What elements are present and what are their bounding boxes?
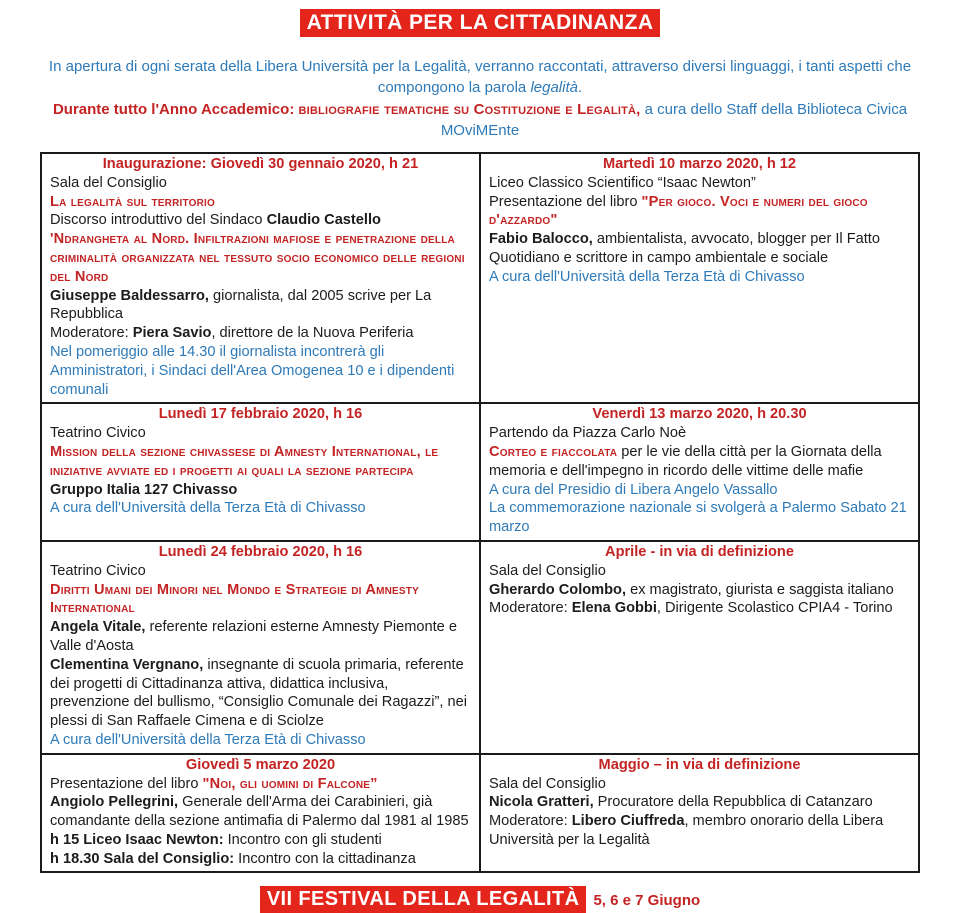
- event-cell: [480, 541, 919, 754]
- text-segment: Aprile - in via di definizione: [605, 543, 794, 560]
- footer: [0, 886, 960, 913]
- event-line: [50, 424, 471, 443]
- festival-dates: 5, 6 e 7 Giugno: [593, 892, 701, 910]
- table-row: [41, 754, 919, 873]
- text-segment: h 18.30 Sala del Consiglio:: [50, 850, 235, 867]
- event-line: [50, 618, 471, 656]
- text-segment: insegnante di scuola primaria, referente dei progetti di Cittadinanza attiva, didattica inclusiva, prevenzione del bullismo, “Consiglio Comunale dei Ragazzi”, nei plessi di San Raffaele Cimena e di Sciolze: [50, 656, 467, 730]
- text-segment: Sala del Consiglio: [489, 775, 606, 792]
- event-cell: [41, 153, 480, 403]
- page-title: ATTIVITÀ PER LA CITTADINANZA: [300, 9, 661, 37]
- event-date-heading: [489, 756, 910, 775]
- text-segment: ambientalista, avvocato, blogger per Il Fatto Quotidiano e scrittore in campo ambientale e sociale: [489, 231, 880, 266]
- text-segment: Moderatore:: [489, 813, 572, 830]
- text-segment: Claudio Castello: [266, 212, 381, 229]
- event-line: [489, 562, 910, 581]
- text-segment: a cura dello Staff della Biblioteca Civica MOviMEnte: [440, 101, 908, 139]
- event-line: [50, 499, 471, 518]
- event-line: [50, 211, 471, 230]
- text-segment: A cura del Presidio di Libera Angelo Vassallo: [489, 481, 778, 498]
- text-segment: Lunedì 17 febbraio 2020, h 16: [158, 406, 363, 423]
- text-segment: Moderatore:: [489, 600, 572, 617]
- text-segment: Moderatore:: [50, 325, 133, 342]
- events-table: [40, 152, 920, 873]
- text-segment: "Noi, gli uomini di Falcone”: [202, 775, 378, 792]
- text-segment: referente relazioni esterne Amnesty Piemonte e Valle d'Aosta: [50, 619, 457, 654]
- text-segment: Procuratore della Repubblica di Catanzaro: [593, 794, 873, 811]
- event-date-heading: [50, 543, 471, 562]
- event-cell: [480, 403, 919, 541]
- text-segment: Discorso introduttivo del Sindaco: [50, 212, 267, 229]
- text-segment: Diritti Umani dei Minori nel Mondo e Strategie di Amnesty International: [50, 581, 419, 617]
- event-date-heading: [489, 155, 910, 174]
- text-segment: Incontro con la cittadinanza: [234, 850, 416, 867]
- event-date-heading: [50, 155, 471, 174]
- event-line: [50, 831, 471, 850]
- event-cell: [480, 754, 919, 873]
- event-line: [489, 775, 910, 794]
- text-segment: Giovedì 5 marzo 2020: [185, 756, 336, 773]
- intro-text: [44, 56, 916, 98]
- event-line: [489, 230, 910, 268]
- event-cell: [41, 541, 480, 754]
- event-date-heading: [50, 405, 471, 424]
- accademico-line: [30, 99, 930, 141]
- event-line: [489, 174, 910, 193]
- text-segment: h 15 Liceo Isaac Newton:: [50, 831, 224, 848]
- event-line: [489, 812, 910, 850]
- text-segment: Presentazione del libro: [489, 193, 642, 210]
- event-line: [50, 443, 471, 481]
- event-line: [50, 481, 471, 500]
- text-segment: per le vie della città per la Giornata della memoria e dell'impegno in ricordo delle vittime delle mafie: [489, 443, 882, 479]
- event-line: [50, 174, 471, 193]
- event-line: [50, 324, 471, 343]
- table-row: [41, 153, 919, 403]
- text-segment: Nel pomeriggio alle 14.30 il giornalista incontrerà gli Amministratori, i Sindaci dell'Area Omogenea 10 e i dipendenti comunali: [50, 343, 455, 398]
- event-line: [50, 775, 471, 794]
- table-row: [41, 541, 919, 754]
- text-segment: Angiolo Pellegrini,: [50, 794, 179, 811]
- text-segment: Partendo da Piazza Carlo Noè: [489, 425, 687, 442]
- event-line: [50, 287, 471, 325]
- event-line: [50, 656, 471, 731]
- text-segment: In apertura di ogni serata della Libera Università per la Legalità, verranno raccontati, attraverso diversi linguaggi, i tanti aspetti che compongono la parola: [48, 58, 912, 96]
- text-segment: A cura dell'Università della Terza Età di Chivasso: [50, 731, 366, 748]
- page-title-wrap: [0, 0, 960, 37]
- text-segment: legalità: [530, 79, 578, 96]
- event-date-heading: [50, 756, 471, 775]
- text-segment: Mission della sezione chivassese di Amnesty International, le iniziative avviate ed i progetti ai quali la sezione partecipa: [50, 443, 439, 479]
- event-cell: [480, 153, 919, 403]
- text-segment: Generale dell'Arma dei Carabinieri, già comandante della sezione antimafia di Palermo dal 1981 al 1985: [50, 794, 469, 830]
- text-segment: La commemorazione nazionale si svolgerà a Palermo Sabato 21 marzo: [489, 500, 907, 536]
- text-segment: Elena Gobbi: [571, 600, 657, 617]
- text-segment: , direttore de la Nuova Periferia: [211, 325, 414, 342]
- text-segment: Giuseppe Baldessarro,: [50, 287, 209, 304]
- event-line: [489, 793, 910, 812]
- text-segment: ex magistrato, giurista e saggista italiano: [626, 581, 894, 598]
- text-segment: Nicola Gratteri,: [489, 794, 594, 811]
- event-line: [50, 230, 471, 286]
- event-line: [50, 343, 471, 399]
- event-date-heading: [489, 543, 910, 562]
- text-segment: Angela Vitale,: [50, 619, 146, 636]
- event-date-heading: [489, 405, 910, 424]
- text-segment: Venerdì 13 marzo 2020, h 20.30: [592, 406, 807, 423]
- text-segment: giornalista, dal 2005 scrive per La Repubblica: [50, 287, 432, 323]
- event-line: [50, 793, 471, 831]
- text-segment: Piera Savio: [132, 325, 212, 342]
- text-segment: bibliografie tematiche su Costituzione e Legalità,: [298, 101, 641, 118]
- text-segment: "Per gioco. Voci e numeri del gioco d'azzardo": [489, 193, 868, 229]
- text-segment: La legalità sul territorio: [50, 193, 215, 210]
- event-line: [489, 443, 910, 481]
- text-segment: Liceo Classico Scientifico “Isaac Newton”: [489, 174, 756, 191]
- text-segment: Gruppo Italia 127 Chivasso: [50, 481, 238, 498]
- text-segment: Clementina Vergnano,: [50, 656, 204, 673]
- text-segment: Libero Ciuffreda: [571, 813, 685, 830]
- text-segment: Martedì 10 marzo 2020, h 12: [602, 156, 797, 172]
- text-segment: , Dirigente Scolastico CPIA4 - Torino: [656, 600, 893, 617]
- text-segment: , membro onorario della Libera Università per la Legalità: [489, 813, 884, 848]
- event-line: [489, 268, 910, 287]
- text-segment: Presentazione del libro: [50, 775, 203, 792]
- text-segment: Sala del Consiglio: [489, 562, 606, 579]
- text-segment: A cura dell'Università della Terza Età di Chivasso: [50, 500, 366, 517]
- text-segment: .: [577, 79, 583, 96]
- event-line: [50, 562, 471, 581]
- text-segment: Fabio Balocco,: [489, 231, 593, 248]
- event-cell: [41, 754, 480, 873]
- event-line: [50, 581, 471, 619]
- text-segment: Maggio – in via di definizione: [598, 756, 801, 773]
- text-segment: Teatrino Civico: [50, 562, 146, 579]
- text-segment: A cura dell'Università della Terza Età di Chivasso: [489, 268, 805, 285]
- event-line: [489, 424, 910, 443]
- text-segment: Durante tutto l'Anno Accademico:: [52, 101, 299, 118]
- text-segment: Corteo e fiaccolata: [489, 443, 618, 460]
- event-line: [50, 731, 471, 750]
- text-segment: Sala del Consiglio: [50, 174, 167, 191]
- event-cell: [41, 403, 480, 541]
- table-row: [41, 403, 919, 541]
- text-segment: Teatrino Civico: [50, 425, 146, 442]
- event-line: [489, 581, 910, 600]
- events-tbody: [41, 153, 919, 872]
- event-line: [50, 850, 471, 869]
- text-segment: Incontro con gli studenti: [223, 831, 382, 848]
- event-line: [489, 193, 910, 231]
- text-segment: Gherardo Colombo,: [489, 581, 627, 598]
- text-segment: 'Ndrangheta al Nord. Infiltrazioni mafiose e penetrazione della criminalità organizzata nel tessuto socio economico delle regioni del Nord: [50, 231, 465, 285]
- text-segment: Lunedì 24 febbraio 2020, h 16: [158, 543, 363, 560]
- event-line: [489, 481, 910, 500]
- event-line: [489, 499, 910, 537]
- festival-banner: VII FESTIVAL DELLA LEGALITÀ: [260, 886, 587, 913]
- event-line: [489, 599, 910, 618]
- event-line: [50, 193, 471, 212]
- text-segment: Inaugurazione: Giovedì 30 gennaio 2020, h 21: [102, 156, 419, 172]
